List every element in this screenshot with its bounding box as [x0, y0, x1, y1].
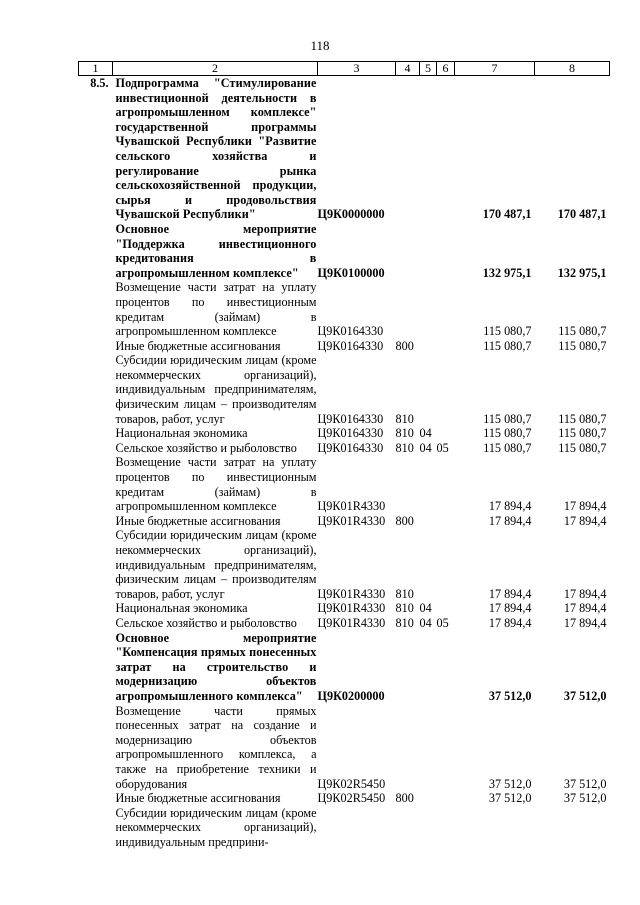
amount-first: 115 080,7 [483, 411, 532, 426]
table-row [79, 631, 610, 704]
row-name: Подпрограмма "Стимулирование инвестиционной деятельности в агропромышленном комплексе" государственной программы Чувашской Республики "Развитие сельского хозяйства и регулирование рынка сельскохозяйственной продукции, сырья и продовольствия Чувашской Республики" [115, 76, 317, 222]
expense-type: 800 [395, 791, 414, 806]
expense-type: 810 [395, 440, 414, 455]
table-row [79, 222, 610, 280]
amount-first: 37 512,0 [488, 776, 532, 791]
target-code: Ц9К0000000 [317, 207, 385, 222]
subsection: 05 [436, 440, 449, 455]
column-header-6: 6 [437, 62, 455, 76]
subsection [437, 806, 455, 850]
row-name: Основное мероприятие "Компенсация прямых понесенных затрат на строительство и модернизацию объектов агропромышленного комплекса" [115, 630, 317, 703]
section [420, 76, 437, 222]
row-number [79, 704, 113, 792]
expense-type [396, 280, 420, 338]
subsection [437, 601, 455, 616]
expense-type: 810 [395, 601, 414, 616]
row-number [79, 806, 113, 850]
target-code: Ц9К0164330 [317, 324, 384, 339]
row-number [79, 426, 113, 441]
amount-first: 17 894,4 [488, 513, 532, 528]
section [420, 631, 437, 704]
section: 04 [419, 601, 432, 616]
table-row [79, 704, 610, 792]
subsection [437, 631, 455, 704]
amount-second: 170 487,1 [557, 207, 607, 222]
subsection [437, 339, 455, 354]
table-row [79, 441, 610, 456]
expense-type [396, 455, 420, 513]
section [420, 514, 437, 529]
expense-type: 800 [395, 338, 414, 353]
amount-first [455, 806, 535, 850]
amount-second: 115 080,7 [558, 426, 607, 441]
table-row [79, 806, 610, 850]
target-code: Ц9К01R4330 [317, 601, 386, 616]
section [420, 806, 437, 850]
row-number [79, 616, 113, 631]
amount-second: 37 512,0 [563, 791, 607, 806]
amount-second: 37 512,0 [563, 776, 607, 791]
amount-second: 17 894,4 [563, 586, 607, 601]
target-code: Ц9К02R5450 [317, 791, 386, 806]
amount-second: 115 080,7 [558, 411, 607, 426]
target-code: Ц9К0164330 [317, 338, 384, 353]
row-number [79, 339, 113, 354]
amount-first: 115 080,7 [483, 426, 532, 441]
subsection [437, 76, 455, 222]
row-number [79, 280, 113, 338]
section [420, 791, 437, 806]
column-header-8: 8 [535, 62, 610, 76]
column-header-7: 7 [455, 62, 535, 76]
target-code: Ц9К0200000 [317, 688, 385, 703]
amount-second: 132 975,1 [557, 265, 607, 280]
table-row [79, 339, 610, 354]
section: 04 [419, 426, 432, 441]
expense-type [396, 222, 420, 280]
section: 04 [419, 440, 432, 455]
section: 04 [419, 615, 432, 630]
column-header-3: 3 [318, 62, 396, 76]
subsection [437, 280, 455, 338]
amount-second [535, 806, 610, 850]
amount-second: 17 894,4 [563, 513, 607, 528]
target-code: Ц9К0164330 [317, 411, 384, 426]
row-name: Основное мероприятие "Поддержка инвестиционного кредитования в агропромышленном комплексе" [115, 221, 317, 280]
amount-second: 115 080,7 [558, 440, 607, 455]
row-name: Иные бюджетные ассигнования [115, 791, 281, 806]
amount-second: 17 894,4 [563, 499, 607, 514]
target-code: Ц9К01R4330 [317, 513, 386, 528]
amount-second: 115 080,7 [558, 324, 607, 339]
subsection [437, 426, 455, 441]
subsection [437, 222, 455, 280]
table-row [79, 280, 610, 338]
expense-type [396, 76, 420, 222]
table-row [79, 426, 610, 441]
amount-first: 17 894,4 [488, 499, 532, 514]
table-row [79, 528, 610, 601]
column-numbers-row [79, 62, 610, 76]
expense-type: 810 [395, 615, 414, 630]
amount-first: 37 512,0 [488, 791, 532, 806]
subsection [437, 514, 455, 529]
amount-first: 132 975,1 [482, 265, 532, 280]
section [420, 222, 437, 280]
row-number [79, 353, 113, 426]
amount-second: 17 894,4 [563, 601, 607, 616]
row-number: 8.5. [90, 76, 109, 90]
table-header [79, 62, 610, 76]
row-number [79, 528, 113, 601]
row-number [79, 441, 113, 456]
row-name: Национальная экономика [115, 601, 248, 616]
amount-second: 17 894,4 [563, 615, 607, 630]
table-row [79, 601, 610, 616]
row-name: Субсидии юридическим лицам (кроме некоммерческих организаций), индивидуальным предпринимателям, физическим лицам – производителям товаров, работ, услуг [115, 528, 317, 601]
row-name: Возмещение части затрат на уплату процентов по инвестиционным кредитам (займам) в агропромышленном комплексе [115, 455, 317, 514]
row-name: Возмещение части прямых понесенных затрат на создание и модернизацию объектов агропромышленного комплекса, а также на приобретение техники и оборудования [115, 703, 317, 791]
table-row [79, 514, 610, 529]
amount-first: 170 487,1 [482, 207, 532, 222]
row-number [79, 601, 113, 616]
amount-first: 115 080,7 [483, 324, 532, 339]
column-header-1: 1 [79, 62, 113, 76]
column-header-5: 5 [420, 62, 437, 76]
row-name: Иные бюджетные ассигнования [115, 338, 281, 353]
target-code: Ц9К0100000 [317, 265, 385, 280]
target-code: Ц9К02R5450 [317, 776, 386, 791]
section [420, 280, 437, 338]
target-code [318, 806, 396, 850]
target-code: Ц9К01R4330 [317, 499, 386, 514]
row-number [79, 222, 113, 280]
row-number [79, 455, 113, 513]
row-number [79, 514, 113, 529]
amount-first: 115 080,7 [483, 440, 532, 455]
table-row [79, 616, 610, 631]
amount-second: 37 512,0 [563, 688, 607, 703]
row-number [79, 791, 113, 806]
target-code: Ц9К01R4330 [317, 615, 386, 630]
budget-table [78, 61, 610, 849]
expense-type: 810 [395, 426, 414, 441]
section [420, 455, 437, 513]
expense-type [396, 704, 420, 792]
row-name: Сельское хозяйство и рыболовство [115, 615, 297, 630]
expense-type: 810 [395, 586, 414, 601]
amount-second: 115 080,7 [558, 338, 607, 353]
section [420, 528, 437, 601]
expense-type: 810 [395, 411, 414, 426]
expense-type: 800 [395, 513, 414, 528]
subsection [437, 455, 455, 513]
row-name: Иные бюджетные ассигнования [115, 513, 281, 528]
row-name: Субсидии юридическим лицам (кроме некоммерческих организаций), индивидуальным предпринимателям, физическим лицам – производителям товаров, работ, услуг [115, 353, 317, 426]
subsection [437, 704, 455, 792]
row-name: Сельское хозяйство и рыболовство [115, 440, 297, 455]
table-row [79, 353, 610, 426]
amount-first: 17 894,4 [488, 586, 532, 601]
subsection [437, 353, 455, 426]
amount-first: 17 894,4 [488, 615, 532, 630]
row-number [79, 631, 113, 704]
table-row [79, 791, 610, 806]
section [420, 353, 437, 426]
column-header-2: 2 [113, 62, 318, 76]
section [420, 704, 437, 792]
subsection [437, 528, 455, 601]
target-code: Ц9К0164330 [317, 426, 384, 441]
row-name: Возмещение части затрат на уплату процентов по инвестиционным кредитам (займам) в агропромышленном комплексе [115, 280, 317, 339]
section [420, 339, 437, 354]
amount-first: 17 894,4 [488, 601, 532, 616]
table-body [79, 76, 610, 850]
table-row [79, 76, 610, 222]
table-row [79, 455, 610, 513]
expense-type [396, 806, 420, 850]
target-code: Ц9К0164330 [317, 440, 384, 455]
row-name: Национальная экономика [115, 426, 248, 441]
amount-first: 115 080,7 [483, 338, 532, 353]
target-code: Ц9К01R4330 [317, 586, 386, 601]
subsection: 05 [436, 615, 449, 630]
column-header-4: 4 [396, 62, 420, 76]
expense-type [396, 631, 420, 704]
row-name: Субсидии юридическим лицам (кроме некоммерческих организаций), индивидуальным предприни- [115, 805, 317, 849]
page-number: 118 [310, 38, 330, 53]
subsection [437, 791, 455, 806]
amount-first: 37 512,0 [488, 688, 532, 703]
